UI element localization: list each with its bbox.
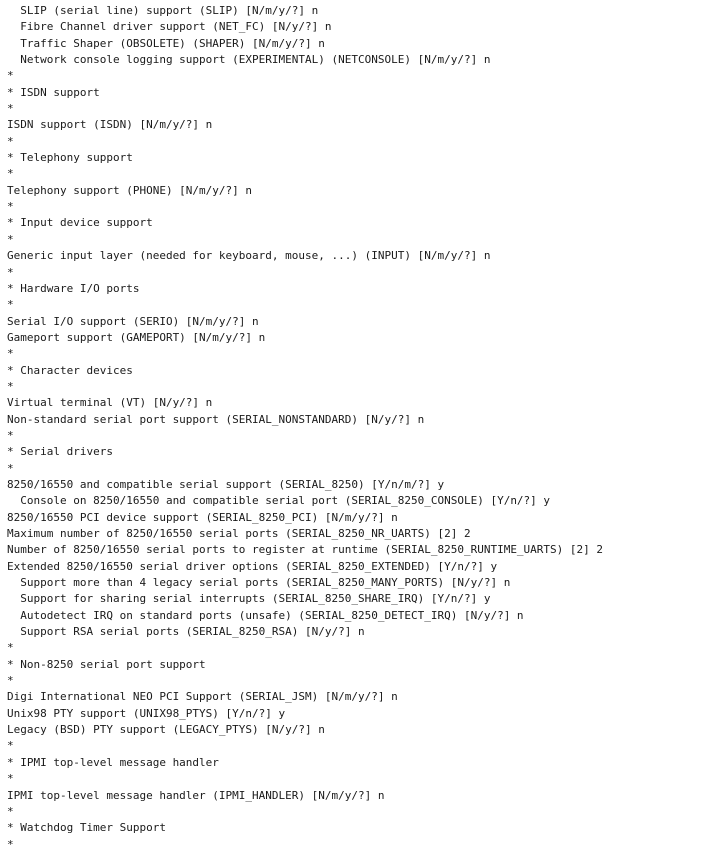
terminal-line: * bbox=[7, 347, 14, 361]
terminal-line: * bbox=[7, 134, 14, 148]
terminal-line: Support more than 4 legacy serial ports (SERIAL_8250_MANY_PORTS) [N/y/?] n bbox=[7, 576, 511, 590]
terminal-line: Support for sharing serial interrupts (SERIAL_8250_SHARE_IRQ) [Y/n/?] y bbox=[7, 592, 491, 606]
terminal-line: * bbox=[7, 200, 14, 214]
terminal-line: Generic input layer (needed for keyboard, mouse, ...) (INPUT) [N/m/y/?] n bbox=[7, 249, 491, 263]
terminal-line: Console on 8250/16550 and compatible serial port (SERIAL_8250_CONSOLE) [Y/n/?] y bbox=[7, 494, 551, 508]
terminal-line: * bbox=[7, 772, 14, 786]
terminal-line: * bbox=[7, 265, 14, 279]
terminal-line: * ISDN support bbox=[7, 85, 100, 99]
terminal-line: ISDN support (ISDN) [N/m/y/?] n bbox=[7, 118, 213, 132]
terminal-line: * Watchdog Timer Support bbox=[7, 821, 166, 835]
terminal-line: Digi International NEO PCI Support (SERIAL_JSM) [N/m/y/?] n bbox=[7, 690, 398, 704]
terminal-line: * bbox=[7, 102, 14, 116]
terminal-line: Gameport support (GAMEPORT) [N/m/y/?] n bbox=[7, 330, 266, 344]
terminal-line: * Input device support bbox=[7, 216, 153, 230]
terminal-line: 8250/16550 PCI device support (SERIAL_8250_PCI) [N/m/y/?] n bbox=[7, 510, 398, 524]
terminal-line: Non-standard serial port support (SERIAL_NONSTANDARD) [N/y/?] n bbox=[7, 412, 425, 426]
terminal-line: Support RSA serial ports (SERIAL_8250_RSA) [N/y/?] n bbox=[7, 625, 365, 639]
terminal-line: * bbox=[7, 739, 14, 753]
terminal-line: * bbox=[7, 232, 14, 246]
terminal-line: Autodetect IRQ on standard ports (unsafe) (SERIAL_8250_DETECT_IRQ) [N/y/?] n bbox=[7, 608, 524, 622]
terminal-line: Traffic Shaper (OBSOLETE) (SHAPER) [N/m/y/?] n bbox=[7, 36, 325, 50]
terminal-line: * IPMI top-level message handler bbox=[7, 755, 219, 769]
terminal-line: SLIP (serial line) support (SLIP) [N/m/y/?] n bbox=[7, 4, 319, 17]
terminal-line: Network console logging support (EXPERIMENTAL) (NETCONSOLE) [N/m/y/?] n bbox=[7, 53, 491, 67]
terminal-line: * bbox=[7, 641, 14, 655]
terminal-line: * bbox=[7, 428, 14, 442]
terminal-line: 8250/16550 and compatible serial support (SERIAL_8250) [Y/n/m/?] y bbox=[7, 477, 445, 491]
terminal-line: * bbox=[7, 674, 14, 688]
terminal-line: * Telephony support bbox=[7, 151, 133, 165]
terminal-line: Unix98 PTY support (UNIX98_PTYS) [Y/n/?] y bbox=[7, 706, 286, 720]
terminal-line: * bbox=[7, 379, 14, 393]
terminal-line: * Character devices bbox=[7, 363, 133, 377]
terminal-line: Extended 8250/16550 serial driver options (SERIAL_8250_EXTENDED) [Y/n/?] y bbox=[7, 559, 498, 573]
terminal-line: IPMI top-level message handler (IPMI_HANDLER) [N/m/y/?] n bbox=[7, 788, 385, 802]
terminal-line: * Serial drivers bbox=[7, 445, 113, 459]
terminal-line: Telephony support (PHONE) [N/m/y/?] n bbox=[7, 183, 253, 197]
terminal-line: Serial I/O support (SERIO) [N/m/y/?] n bbox=[7, 314, 259, 328]
terminal-line: Fibre Channel driver support (NET_FC) [N/y/?] n bbox=[7, 20, 332, 34]
terminal-line: Legacy (BSD) PTY support (LEGACY_PTYS) [N/y/?] n bbox=[7, 723, 325, 737]
terminal-line: Maximum number of 8250/16550 serial ports (SERIAL_8250_NR_UARTS) [2] 2 bbox=[7, 527, 471, 540]
terminal-line: Virtual terminal (VT) [N/y/?] n bbox=[7, 396, 213, 410]
terminal-line: * bbox=[7, 837, 14, 851]
terminal-line: * bbox=[7, 461, 14, 475]
terminal-line: Number of 8250/16550 serial ports to register at runtime (SERIAL_8250_RUNTIME_UARTS) [2] 2 bbox=[7, 543, 604, 557]
terminal-line: * Non-8250 serial port support bbox=[7, 657, 206, 671]
terminal-line: * bbox=[7, 167, 14, 181]
terminal-line: * bbox=[7, 804, 14, 818]
terminal-line: * bbox=[7, 298, 14, 312]
terminal-line: * Hardware I/O ports bbox=[7, 281, 140, 295]
terminal-line: * bbox=[7, 69, 14, 83]
